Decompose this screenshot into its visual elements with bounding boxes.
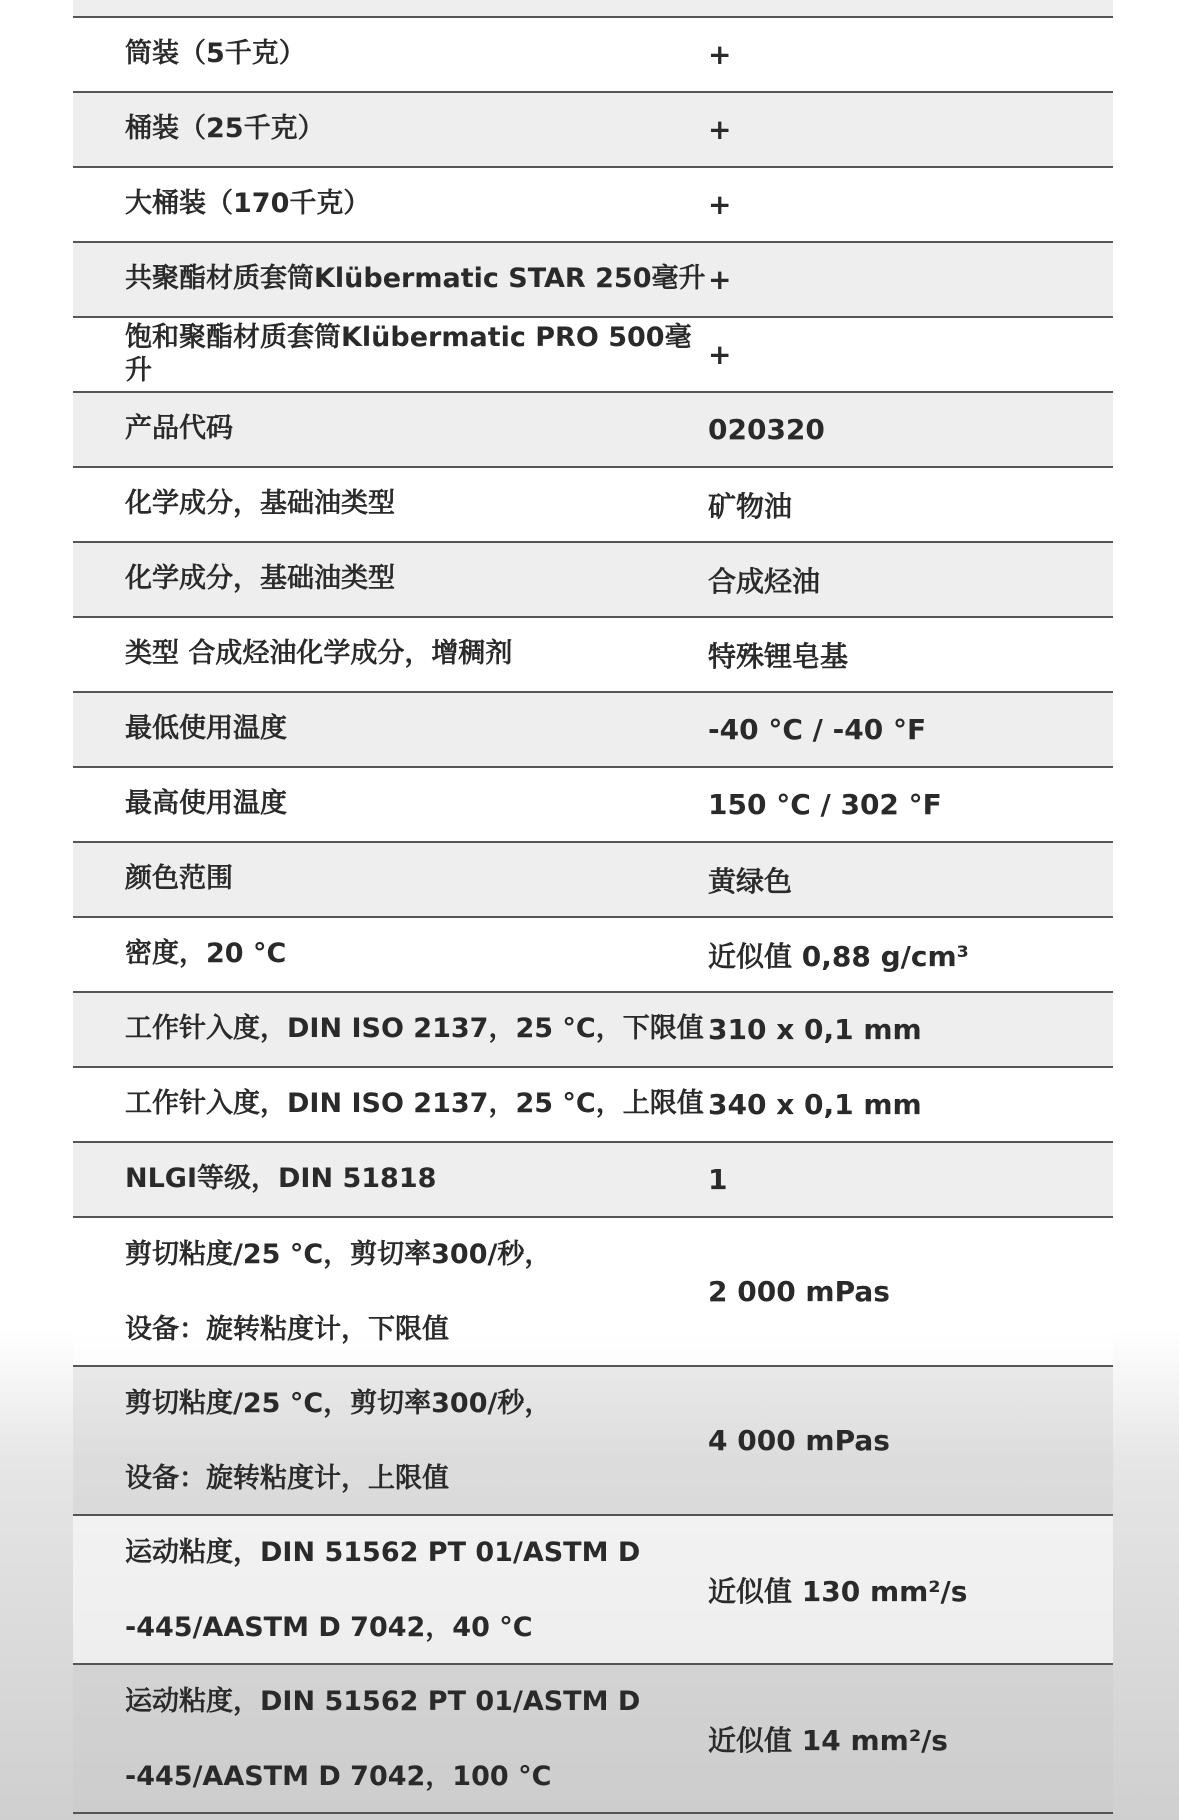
table-row bbox=[73, 1068, 1113, 1143]
row-value: 近似值 0,88 g/cm³ bbox=[708, 939, 969, 973]
table-row bbox=[73, 993, 1113, 1068]
row-label: 工作针入度，DIN ISO 2137，25 °C，下限值 bbox=[125, 1013, 704, 1045]
row-value: -40 °C / -40 °F bbox=[708, 713, 927, 746]
row-label: NLGI等级，DIN 51818 bbox=[125, 1163, 437, 1195]
table-row bbox=[73, 393, 1113, 468]
row-label-line: 运动粘度，DIN 51562 PT 01/ASTM D bbox=[125, 1685, 641, 1717]
table-row bbox=[73, 768, 1113, 843]
row-label: 大桶装（170千克） bbox=[125, 188, 371, 220]
row-label bbox=[73, 1515, 708, 1665]
table-row bbox=[73, 918, 1113, 993]
spec-table bbox=[73, 0, 1113, 1814]
table-row bbox=[73, 843, 1113, 918]
row-label: 颜色范围 bbox=[125, 863, 233, 895]
row-value: 黄绿色 bbox=[708, 864, 793, 898]
row-value: + bbox=[708, 188, 732, 221]
row-value: 020320 bbox=[708, 413, 825, 446]
row-value: 近似值 14 mm²/s bbox=[708, 1723, 948, 1757]
row-label: 化学成分，基础油类型 bbox=[125, 563, 395, 595]
table-row bbox=[73, 243, 1113, 318]
table-row bbox=[73, 1367, 1113, 1516]
row-value: 特殊锂皂基 bbox=[708, 639, 849, 673]
row-value: 4 000 mPas bbox=[708, 1424, 890, 1457]
row-value: 150 °C / 302 °F bbox=[708, 788, 942, 821]
row-label-line: 剪切粘度/25 °C，剪切率300/秒， bbox=[125, 1387, 552, 1419]
row-label: 密度，20 °C bbox=[125, 938, 287, 970]
row-label bbox=[73, 1664, 708, 1814]
table-row bbox=[73, 468, 1113, 543]
table-row bbox=[73, 1516, 1113, 1665]
table-row bbox=[73, 543, 1113, 618]
table-row bbox=[73, 168, 1113, 243]
table-row bbox=[73, 18, 1113, 93]
row-label: 共聚酯材质套筒Klübermatic STAR 250毫升 bbox=[125, 263, 706, 295]
row-value: 矿物油 bbox=[708, 489, 793, 523]
table-row bbox=[73, 618, 1113, 693]
row-label: 筒装（5千克） bbox=[125, 38, 306, 70]
table-row bbox=[73, 1143, 1113, 1218]
row-value: 2 000 mPas bbox=[708, 1275, 890, 1308]
row-value: 340 x 0,1 mm bbox=[708, 1088, 922, 1121]
table-row bbox=[73, 93, 1113, 168]
row-label: 最低使用温度 bbox=[125, 713, 287, 745]
table-row bbox=[73, 693, 1113, 768]
row-value: + bbox=[708, 38, 732, 71]
table-row bbox=[73, 1218, 1113, 1367]
row-label: 产品代码 bbox=[125, 413, 233, 445]
row-value: 1 bbox=[708, 1163, 728, 1196]
row-value: 近似值 130 mm²/s bbox=[708, 1574, 968, 1608]
row-value: + bbox=[708, 113, 732, 146]
row-label: 最高使用温度 bbox=[125, 788, 287, 820]
row-label-line: -445/AASTM D 7042，100 °C bbox=[125, 1760, 552, 1792]
row-label-line: 设备：旋转粘度计，上限值 bbox=[125, 1462, 449, 1494]
row-label: 饱和聚酯材质套筒Klübermatic PRO 500毫升 bbox=[125, 322, 692, 386]
row-label-line: -445/AASTM D 7042，40 °C bbox=[125, 1611, 533, 1643]
table-row-top-strip bbox=[73, 0, 1113, 18]
row-label bbox=[73, 1217, 708, 1367]
row-label: 桶装（25千克） bbox=[125, 113, 325, 145]
row-label: 化学成分，基础油类型 bbox=[125, 488, 395, 520]
row-value: + bbox=[708, 338, 732, 371]
row-label-line: 设备：旋转粘度计，下限值 bbox=[125, 1313, 449, 1345]
row-value: 合成烃油 bbox=[708, 564, 821, 598]
row-label: 工作针入度，DIN ISO 2137，25 °C，上限值 bbox=[125, 1088, 704, 1120]
table-row bbox=[73, 1665, 1113, 1814]
table-row bbox=[73, 318, 1113, 393]
row-label: 类型 合成烃油化学成分，增稠剂 bbox=[125, 638, 513, 670]
row-label-line: 运动粘度，DIN 51562 PT 01/ASTM D bbox=[125, 1536, 641, 1568]
row-label-line: 剪切粘度/25 °C，剪切率300/秒， bbox=[125, 1238, 552, 1270]
row-label bbox=[73, 1366, 708, 1516]
row-value: 310 x 0,1 mm bbox=[708, 1013, 922, 1046]
row-value: + bbox=[708, 263, 732, 296]
